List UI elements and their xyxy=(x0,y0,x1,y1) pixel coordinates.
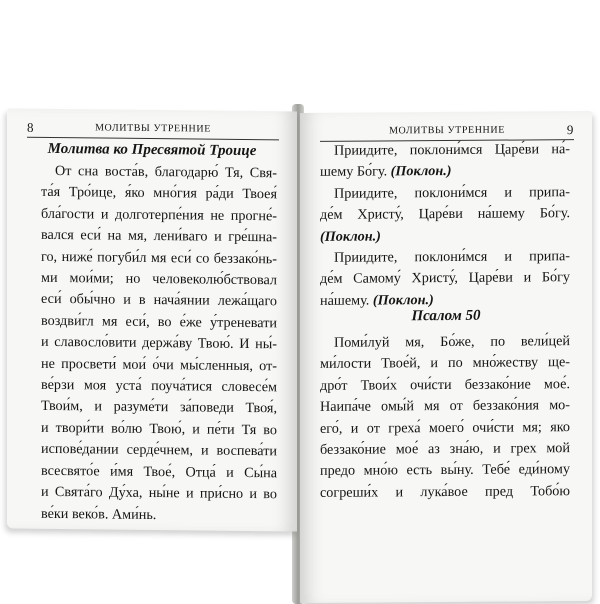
text-line: дро́т Твои́х очи́сти беззако́ние мое́. xyxy=(320,375,570,394)
text-line: и Свята́го Ду́ха, ны́не и при́сно и во xyxy=(41,483,277,503)
text-line: согреши́х и лука́вое пред Тобо́ю xyxy=(320,482,570,501)
text-line: и славосло́вити держа́ву Твою́. И ны́- xyxy=(41,334,277,353)
text-line: Поми́луй мя, Бо́же, по вели́цей xyxy=(334,333,570,351)
text-line: еси́ обы́чно и в нача́янии лежа́щаго xyxy=(41,291,277,310)
text-line: От сна воста́в, благодарю́ Тя, Свя- xyxy=(55,162,277,182)
text-line: ми́лости Твое́й, и по мно́жеству ще- xyxy=(320,354,570,373)
left-running-head xyxy=(27,119,279,141)
text-line: ми мои́ми; но человеколю́бствовал xyxy=(41,269,277,289)
right-page-number: 9 xyxy=(566,122,574,138)
text-line: го, ниже́ погуби́л мя еси́ со беззако́нь- xyxy=(41,248,277,267)
text-line: та́я Тро́ице, я́ко мно́гия ра́ди Твоея́ xyxy=(41,184,277,203)
right-prayer-text xyxy=(320,139,570,312)
text-line: шему Бо́гу. (Поклон.) xyxy=(320,163,452,181)
left-page xyxy=(7,108,297,531)
text-line: ве́рзи моя уста́ поуча́тися словесе́м xyxy=(41,376,277,396)
text-line: на́шему. (Поклон.) xyxy=(320,291,434,309)
psalm-text xyxy=(320,331,570,504)
text-line: Приидите, поклони́мся и припа- xyxy=(334,248,570,266)
text-line: Приидите, поклони́мся и припа- xyxy=(334,183,570,202)
left-page-number: 8 xyxy=(27,119,35,135)
text-line: всесвято́е и́мя Твое́, Отца́ и Сы́на xyxy=(41,462,277,481)
text-line: де́м Самому́ Христу́, Царе́ви и Бо́гу xyxy=(320,269,570,288)
text-line: Твои́м, и разуме́ти за́поведи Твоя́, xyxy=(41,398,277,417)
right-running-title: МОЛИТВЫ УТРЕННИЕ xyxy=(389,124,505,137)
text-line: Наипа́че омы́й мя от беззако́ния мо- xyxy=(320,397,570,416)
text-line: Приидите, поклони́мся Царе́ви на́- xyxy=(334,141,570,159)
left-running-title: МОЛИТВЫ УТРЕННИЕ xyxy=(95,122,211,135)
left-prayer-heading: Молитва ко Пресвятой Троице xyxy=(47,140,257,160)
text-line: беззако́ние мое́ аз зна́ю, и грех мой xyxy=(320,440,570,458)
text-line: его́, и от греха́ моего́ очи́сти мя; яко xyxy=(320,418,570,437)
right-page xyxy=(300,111,592,603)
text-line: испове́дании серде́чнем, и воспева́ти xyxy=(41,441,277,460)
text-line: бла́гости и долготерпе́ния не прогне́- xyxy=(41,205,277,225)
text-line: вался еси́ на мя, лени́ваго и гре́шна- xyxy=(41,227,277,246)
text-line: воздви́гл мя еси́, во е́же у́треневати xyxy=(41,312,277,332)
text-line: (Поклон.) xyxy=(320,228,381,245)
psalm-heading: Псалом 50 xyxy=(411,307,481,325)
text-line: и твори́ти во́лю Твою́, и пе́ти Тя во xyxy=(41,419,277,439)
left-prayer-text xyxy=(41,161,277,527)
text-line: ве́ки веко́в. Ами́нь. xyxy=(41,505,157,523)
text-line: не просвети́ мои́ о́чи мы́сленныя, от- xyxy=(41,355,277,374)
text-line: предо мно́ю есть вы́ну. Тебе́ еди́ному xyxy=(320,461,570,480)
text-line: де́м Христу́, Царе́ви на́шему Бо́гу. xyxy=(320,205,570,224)
